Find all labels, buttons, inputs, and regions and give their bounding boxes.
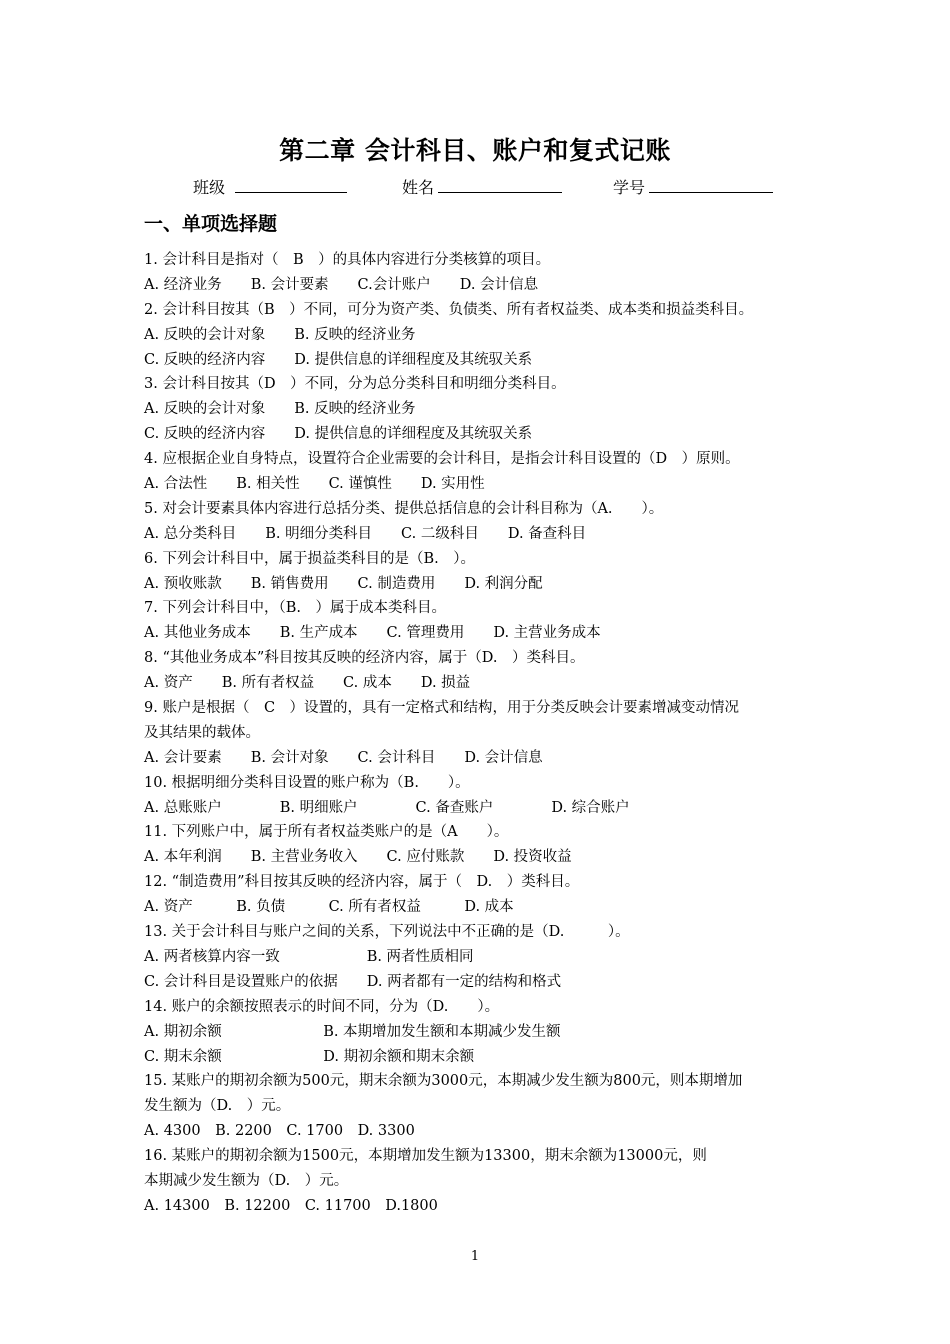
question-list — [144, 248, 814, 1219]
question-line: 14. 账户的余额按照表示的时间不同，分为（D. ）。 — [144, 998, 500, 1015]
option-line: A. 反映的会计对象 B. 反映的经济业务 — [144, 401, 416, 418]
option-line: A. 其他业务成本 B. 生产成本 C. 管理费用 D. 主营业务成本 — [144, 625, 601, 642]
question-line: 12. “制造费用”科目按其反映的经济内容，属于（ D. ）类科目。 — [144, 874, 580, 891]
option-line: A. 总账账户 B. 明细账户 C. 备查账户 D. 综合账户 — [144, 799, 630, 816]
option-line: A. 预收账款 B. 销售费用 C. 制造费用 D. 利润分配 — [144, 575, 543, 592]
option-line: A. 资产 B. 所有者权益 C. 成本 D. 损益 — [144, 675, 471, 692]
option-line: A. 4300 B. 2200 C. 1700 D. 3300 — [144, 1123, 415, 1140]
class-label: 班级 — [193, 178, 226, 197]
option-line: A. 合法性 B. 相关性 C. 谨慎性 D. 实用性 — [144, 476, 485, 493]
option-line: C. 期末余额 D. 期初余额和期末余额 — [144, 1048, 475, 1065]
option-line: A. 期初余额 B. 本期增加发生额和本期减少发生额 — [144, 1023, 561, 1040]
question-line-continued: 本期减少发生额为（D. ）元。 — [144, 1172, 349, 1189]
option-line: C. 反映的经济内容 D. 提供信息的详细程度及其统驭关系 — [144, 426, 533, 443]
option-line: A. 两者核算内容一致 B. 两者性质相同 — [144, 948, 474, 965]
option-line: A. 本年利润 B. 主营业务收入 C. 应付账款 D. 投资收益 — [144, 849, 572, 866]
option-line: A. 总分类科目 B. 明细分类科目 C. 二级科目 D. 备查科目 — [144, 525, 587, 542]
section-heading: 一、单项选择题 — [144, 213, 278, 235]
option-line: A. 经济业务 B. 会计要素 C.会计账户 D. 会计信息 — [144, 276, 539, 293]
option-line: A. 反映的会计对象 B. 反映的经济业务 — [144, 326, 416, 343]
name-blank-line — [438, 176, 562, 193]
question-line-continued: 及其结果的载体。 — [144, 724, 260, 741]
question-line: 6. 下列会计科目中，属于损益类科目的是（B. ）。 — [144, 550, 475, 567]
student-id-label: 学号 — [613, 178, 646, 197]
name-field — [402, 176, 562, 199]
option-line: A. 资产 B. 负债 C. 所有者权益 D. 成本 — [144, 899, 514, 916]
question-line: 15. 某账户的期初余额为500元，期末余额为3000元，本期减少发生额为800元，则本期增加 — [144, 1073, 743, 1090]
student-id-blank-line — [649, 176, 773, 193]
question-line: 9. 账户是根据（ C ）设置的，具有一定格式和结构，用于分类反映会计要素增减变动情况 — [144, 700, 740, 717]
question-line: 5. 对会计要素具体内容进行总括分类、提供总括信息的会计科目称为（A. ）。 — [144, 500, 664, 517]
question-line-continued: 发生额为（D. ）元。 — [144, 1098, 291, 1115]
page-number: 1 — [470, 1249, 480, 1264]
question-line: 11. 下列账户中，属于所有者权益类账户的是（A ）。 — [144, 824, 509, 841]
student-id-field — [613, 176, 773, 199]
name-label: 姓名 — [402, 178, 435, 197]
question-line: 4. 应根据企业自身特点，设置符合企业需要的会计科目，是指会计科目设置的（D ）原则。 — [144, 451, 740, 468]
page-title: 第二章 会计科目、账户和复式记账 — [279, 136, 671, 165]
option-line: A. 14300 B. 12200 C. 11700 D.1800 — [144, 1197, 438, 1214]
question-line: 8. “其他业务成本”科目按其反映的经济内容，属于（D. ）类科目。 — [144, 650, 585, 667]
question-line: 2. 会计科目按其（B ）不同，可分为资产类、负债类、所有者权益类、成本类和损益类科目。 — [144, 301, 754, 318]
question-line: 10. 根据明细分类科目设置的账户称为（B. ）。 — [144, 774, 470, 791]
question-line: 16. 某账户的期初余额为1500元，本期增加发生额为13300，期末余额为13000元，则 — [144, 1148, 707, 1165]
question-line: 7. 下列会计科目中，（B. ）属于成本类科目。 — [144, 600, 446, 617]
question-line: 13. 关于会计科目与账户之间的关系，下列说法中不正确的是（D. ）。 — [144, 924, 630, 941]
option-line: C. 反映的经济内容 D. 提供信息的详细程度及其统驭关系 — [144, 351, 533, 368]
question-line: 3. 会计科目按其（D ）不同，分为总分类科目和明细分类科目。 — [144, 376, 566, 393]
option-line: A. 会计要素 B. 会计对象 C. 会计科目 D. 会计信息 — [144, 749, 543, 766]
option-line: C. 会计科目是设置账户的依据 D. 两者都有一定的结构和格式 — [144, 973, 562, 990]
student-info-row — [0, 176, 950, 200]
question-line: 1. 会计科目是指对（ B ）的具体内容进行分类核算的项目。 — [144, 252, 551, 268]
class-blank-line — [235, 176, 347, 193]
class-field — [193, 176, 347, 199]
